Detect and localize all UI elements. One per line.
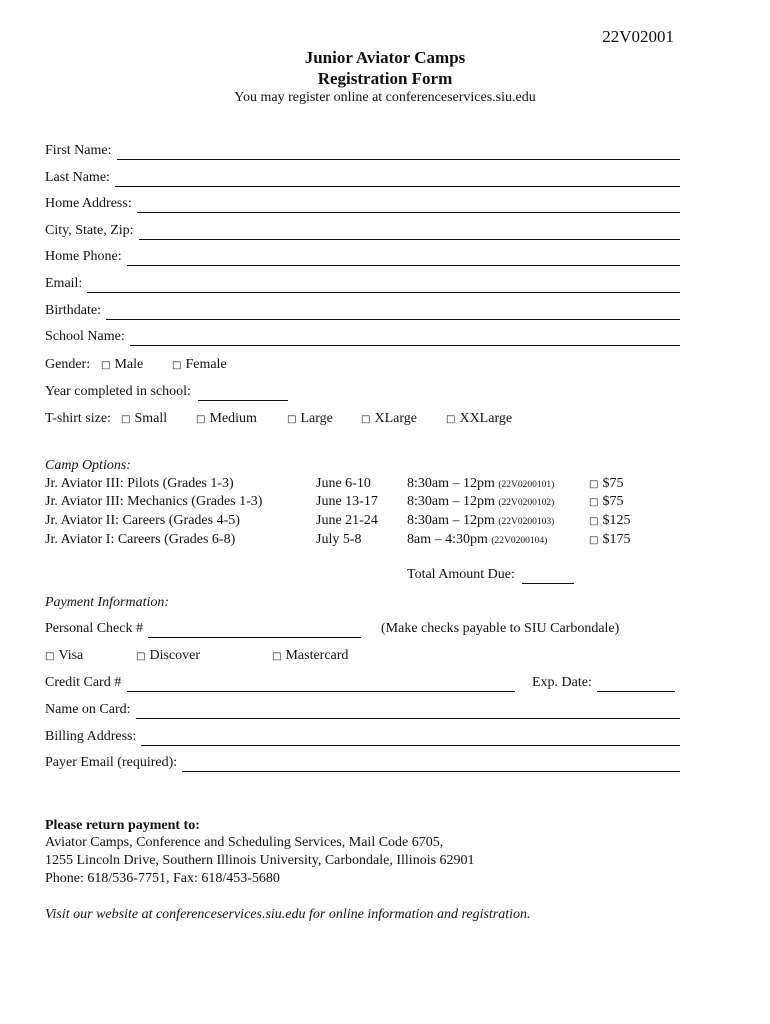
form-subtitle: Registration Form — [317, 69, 453, 88]
register-online-note: You may register online at conferenceservices.siu.edu — [234, 90, 536, 105]
camp-price-checkbox[interactable]: □ $175 — [589, 532, 631, 547]
visa-checkbox[interactable]: □ Visa — [45, 648, 84, 663]
billing-address-input-line[interactable] — [141, 732, 680, 746]
year-completed-label: Year completed in school: — [45, 384, 191, 399]
check-payable-note: (Make checks payable to SIU Carbondale) — [381, 621, 620, 636]
camp-time: 8:30am – 12pm (22V0200101) — [407, 476, 555, 491]
checkbox-icon: □ — [589, 479, 599, 490]
checkbox-icon: □ — [272, 651, 282, 662]
camp-dates: June 21-24 — [316, 513, 378, 528]
tshirt-small-checkbox[interactable]: □ Small — [121, 411, 168, 426]
exp-date-field[interactable] — [532, 675, 675, 692]
camp-dates: June 13-17 — [316, 494, 378, 509]
return-payment-heading: Please return payment to: — [45, 818, 200, 833]
mastercard-checkbox[interactable]: □ Mastercard — [272, 648, 349, 663]
credit-card-label: Credit Card # — [45, 675, 122, 690]
checkbox-icon: □ — [361, 414, 371, 425]
exp-date-input-line[interactable] — [597, 678, 675, 692]
tshirt-xlarge-checkbox[interactable]: □ XLarge — [361, 411, 417, 426]
tshirt-xxlarge-checkbox[interactable]: □ XXLarge — [446, 411, 513, 426]
school-name-label: School Name: — [45, 329, 125, 344]
last-name-input-line[interactable] — [115, 173, 680, 187]
school-name-field[interactable] — [45, 329, 680, 346]
birthdate-field[interactable] — [45, 303, 680, 320]
payer-email-label: Payer Email (required): — [45, 755, 178, 770]
payer-email-input-line[interactable] — [182, 758, 680, 772]
billing-address-label: Billing Address: — [45, 729, 137, 744]
city-state-zip-label: City, State, Zip: — [45, 223, 134, 238]
phone-fax-line: Phone: 618/536-7751, Fax: 618/453-5680 — [45, 871, 280, 886]
city-state-zip-field[interactable] — [45, 223, 680, 240]
year-completed-field[interactable] — [45, 384, 288, 401]
checkbox-icon: □ — [446, 414, 456, 425]
home-address-input-line[interactable] — [137, 199, 680, 213]
document-code: 22V02001 — [602, 27, 674, 46]
camp-price-checkbox[interactable]: □ $75 — [589, 476, 624, 491]
email-label: Email: — [45, 276, 83, 291]
first-name-label: First Name: — [45, 143, 112, 158]
mailing-address-line1: Aviator Camps, Conference and Scheduling Services, Mail Code 6705, — [45, 835, 444, 850]
name-on-card-field[interactable] — [45, 702, 680, 719]
gender-male-checkbox[interactable]: □ Male — [101, 357, 144, 372]
camp-code: (22V0200103) — [498, 517, 555, 527]
total-amount-input-line[interactable] — [522, 570, 574, 584]
tshirt-medium-checkbox[interactable]: □ Medium — [196, 411, 257, 426]
camp-time: 8am – 4:30pm (22V0200104) — [407, 532, 548, 547]
website-note: Visit our website at conferenceservices.siu.edu for online information and registration. — [45, 907, 531, 922]
camp-code: (22V0200101) — [498, 480, 555, 490]
checkbox-icon: □ — [101, 360, 111, 371]
total-amount-due-label: Total Amount Due: — [407, 567, 515, 582]
checkbox-icon: □ — [589, 516, 599, 527]
checkbox-icon: □ — [172, 360, 182, 371]
home-phone-field[interactable] — [45, 249, 680, 266]
discover-checkbox[interactable]: □ Discover — [136, 648, 200, 663]
camp-name: Jr. Aviator III: Mechanics (Grades 1-3) — [45, 494, 263, 509]
birthdate-label: Birthdate: — [45, 303, 101, 318]
camp-price-checkbox[interactable]: □ $125 — [589, 513, 631, 528]
total-amount-due-field[interactable] — [407, 567, 574, 584]
last-name-field[interactable] — [45, 170, 680, 187]
email-field[interactable] — [45, 276, 680, 293]
name-on-card-label: Name on Card: — [45, 702, 131, 717]
home-address-field[interactable] — [45, 196, 680, 213]
camp-time: 8:30am – 12pm (22V0200103) — [407, 513, 555, 528]
tshirt-large-checkbox[interactable]: □ Large — [287, 411, 333, 426]
last-name-label: Last Name: — [45, 170, 110, 185]
camp-code: (22V0200102) — [498, 498, 555, 508]
checkbox-icon: □ — [45, 651, 55, 662]
name-on-card-input-line[interactable] — [136, 705, 680, 719]
email-input-line[interactable] — [87, 279, 680, 293]
checkbox-icon: □ — [196, 414, 206, 425]
credit-card-number-field[interactable] — [45, 675, 515, 692]
home-phone-input-line[interactable] — [127, 252, 680, 266]
checkbox-icon: □ — [287, 414, 297, 425]
credit-card-input-line[interactable] — [127, 678, 515, 692]
first-name-input-line[interactable] — [117, 146, 681, 160]
home-phone-label: Home Phone: — [45, 249, 122, 264]
mailing-address-line2: 1255 Lincoln Drive, Southern Illinois University, Carbondale, Illinois 62901 — [45, 853, 475, 868]
camp-price-checkbox[interactable]: □ $75 — [589, 494, 624, 509]
home-address-label: Home Address: — [45, 196, 132, 211]
camp-time: 8:30am – 12pm (22V0200102) — [407, 494, 555, 509]
camp-name: Jr. Aviator III: Pilots (Grades 1-3) — [45, 476, 234, 491]
gender-female-checkbox[interactable]: □ Female — [172, 357, 227, 372]
exp-date-label: Exp. Date: — [532, 675, 592, 690]
form-title: Junior Aviator Camps — [304, 48, 466, 67]
city-state-zip-input-line[interactable] — [139, 226, 680, 240]
personal-check-input-line[interactable] — [148, 624, 361, 638]
checkbox-icon: □ — [589, 497, 599, 508]
checkbox-icon: □ — [136, 651, 146, 662]
gender-label: Gender: — [45, 357, 91, 372]
camp-dates: July 5-8 — [316, 532, 362, 547]
personal-check-field[interactable] — [45, 621, 361, 638]
checkbox-icon: □ — [121, 414, 131, 425]
tshirt-label: T-shirt size: — [45, 411, 111, 426]
birthdate-input-line[interactable] — [106, 306, 680, 320]
personal-check-label: Personal Check # — [45, 621, 143, 636]
camp-options-heading: Camp Options: — [45, 458, 131, 473]
first-name-field[interactable] — [45, 143, 680, 160]
payment-info-heading: Payment Information: — [45, 595, 170, 610]
school-name-input-line[interactable] — [130, 332, 680, 346]
billing-address-field[interactable] — [45, 729, 680, 746]
year-completed-input-line[interactable] — [198, 387, 288, 401]
camp-name: Jr. Aviator I: Careers (Grades 6-8) — [45, 532, 236, 547]
camp-name: Jr. Aviator II: Careers (Grades 4-5) — [45, 513, 240, 528]
payer-email-field[interactable] — [45, 755, 680, 772]
checkbox-icon: □ — [589, 535, 599, 546]
camp-dates: June 6-10 — [316, 476, 371, 491]
camp-code: (22V0200104) — [491, 536, 548, 546]
